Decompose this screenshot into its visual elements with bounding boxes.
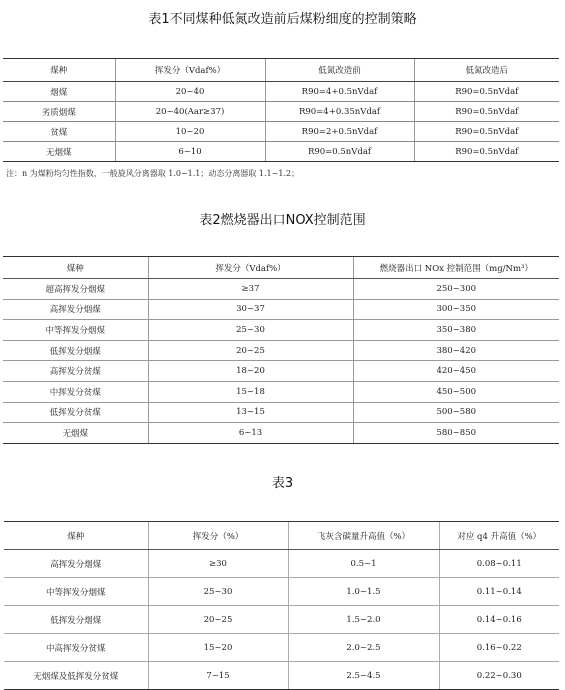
table-cell: ≥30 [148,550,288,578]
table-cell: 2.0~2.5 [288,634,439,662]
table-cell: 0.5~1 [288,550,439,578]
header-cell: 煤种 [3,59,115,82]
table1-title: 表1不同煤种低氮改造前后煤粉细度的控制策略 [148,12,417,27]
table-cell: R90=2+0.5nVdaf [265,122,414,142]
table-cell: 20~25 [148,606,288,634]
table-cell: 低挥发分烟煤 [3,340,148,361]
table-cell: 低挥发分烟煤 [4,606,148,634]
header-cell: 挥发分（%） [148,522,288,550]
table3 [4,521,559,690]
table3-title: 表3 [271,476,294,491]
table-cell: 20~25 [148,340,353,361]
table2-title: 表2燃烧器出口NOX控制范围 [199,213,366,228]
table-cell: 无烟煤及低挥发分贫煤 [4,662,148,690]
table-cell: 15~20 [148,634,288,662]
table-cell: 贫煤 [3,122,115,142]
table-cell: 18~20 [148,361,353,382]
table-cell: 30~37 [148,299,353,320]
table-row [3,381,559,402]
table-cell: 无烟煤 [3,142,115,162]
table-row [4,578,559,606]
table-row [4,662,559,690]
table-cell: 10~20 [115,122,265,142]
table-cell: R90=0.5nVdaf [414,82,559,102]
table-cell: 20~40 [115,82,265,102]
header-cell: 煤种 [3,257,148,279]
table-header-row [3,59,559,82]
table-cell: 0.22~0.30 [439,662,559,690]
table-cell: R90=0.5nVdaf [414,102,559,122]
header-cell: 挥发分（Vdaf%） [115,59,265,82]
table-cell: 300~350 [353,299,559,320]
header-cell: 低氮改造前 [265,59,414,82]
table-cell: 劣质烟煤 [3,102,115,122]
table-cell: 13~15 [148,402,353,423]
table-row [3,299,559,320]
table-cell: 0.11~0.14 [439,578,559,606]
table-cell: 无烟煤 [3,423,148,444]
table-cell: R90=0.5nVdaf [414,142,559,162]
table-cell: 低挥发分贫煤 [3,402,148,423]
table-cell: 20~40(Aar≥37) [115,102,265,122]
table-cell: 0.14~0.16 [439,606,559,634]
table-row [3,122,559,142]
table-cell: 高挥发分贫煤 [3,361,148,382]
table-row [3,361,559,382]
table-cell: 7~15 [148,662,288,690]
header-cell: 飞灰含碳量升高值（%） [288,522,439,550]
table-cell: 2.5~4.5 [288,662,439,690]
table-cell: 15~18 [148,381,353,402]
header-cell: 燃烧器出口 NOx 控制范围（mg/Nm³） [353,257,559,279]
table-cell: 380~420 [353,340,559,361]
table-cell: 1.0~1.5 [288,578,439,606]
table-cell: 25~30 [148,320,353,341]
table-row [3,82,559,102]
table-row [3,279,559,300]
table-cell: R90=0.5nVdaf [414,122,559,142]
table1 [3,58,559,162]
table-row [3,102,559,122]
header-cell: 煤种 [4,522,148,550]
header-cell: 对应 q4 升高值（%） [439,522,559,550]
table-cell: 6~13 [148,423,353,444]
table-cell: 高挥发分烟煤 [3,299,148,320]
table2 [3,256,559,444]
table-cell: 350~380 [353,320,559,341]
table-cell: 450~500 [353,381,559,402]
table-cell: 高挥发分烟煤 [4,550,148,578]
table-cell: 中等挥发分烟煤 [4,578,148,606]
table-cell: 25~30 [148,578,288,606]
table-cell: 580~850 [353,423,559,444]
table-row [3,142,559,162]
table-cell: 0.08~0.11 [439,550,559,578]
table-cell: 0.16~0.22 [439,634,559,662]
table-cell: 500~580 [353,402,559,423]
table-row [3,320,559,341]
table1-note: 注：n 为煤粉均匀性指数，一般旋风分离器取 1.0~1.1；动态分离器取 1.1~1.2； [6,169,300,178]
table-cell: 6~10 [115,142,265,162]
table-row [4,550,559,578]
table-row [4,634,559,662]
table-cell: 250~300 [353,279,559,300]
header-cell: 挥发分（Vdaf%） [148,257,353,279]
table-cell: 中等挥发分烟煤 [3,320,148,341]
table-cell: R90=4+0.35nVdaf [265,102,414,122]
table-row [4,606,559,634]
table-cell: 420~450 [353,361,559,382]
table-cell: R90=0.5nVdaf [265,142,414,162]
header-cell: 低氮改造后 [414,59,559,82]
table-cell: ≥37 [148,279,353,300]
table-cell: 中挥发分贫煤 [3,381,148,402]
table-row [3,340,559,361]
table-row [3,423,559,444]
table-cell: 1.5~2.0 [288,606,439,634]
table-cell: 烟煤 [3,82,115,102]
table-cell: 中高挥发分贫煤 [4,634,148,662]
table-cell: 超高挥发分烟煤 [3,279,148,300]
table-row [3,402,559,423]
table-header-row [4,522,559,550]
table-cell: R90=4+0.5nVdaf [265,82,414,102]
table-header-row [3,257,559,279]
